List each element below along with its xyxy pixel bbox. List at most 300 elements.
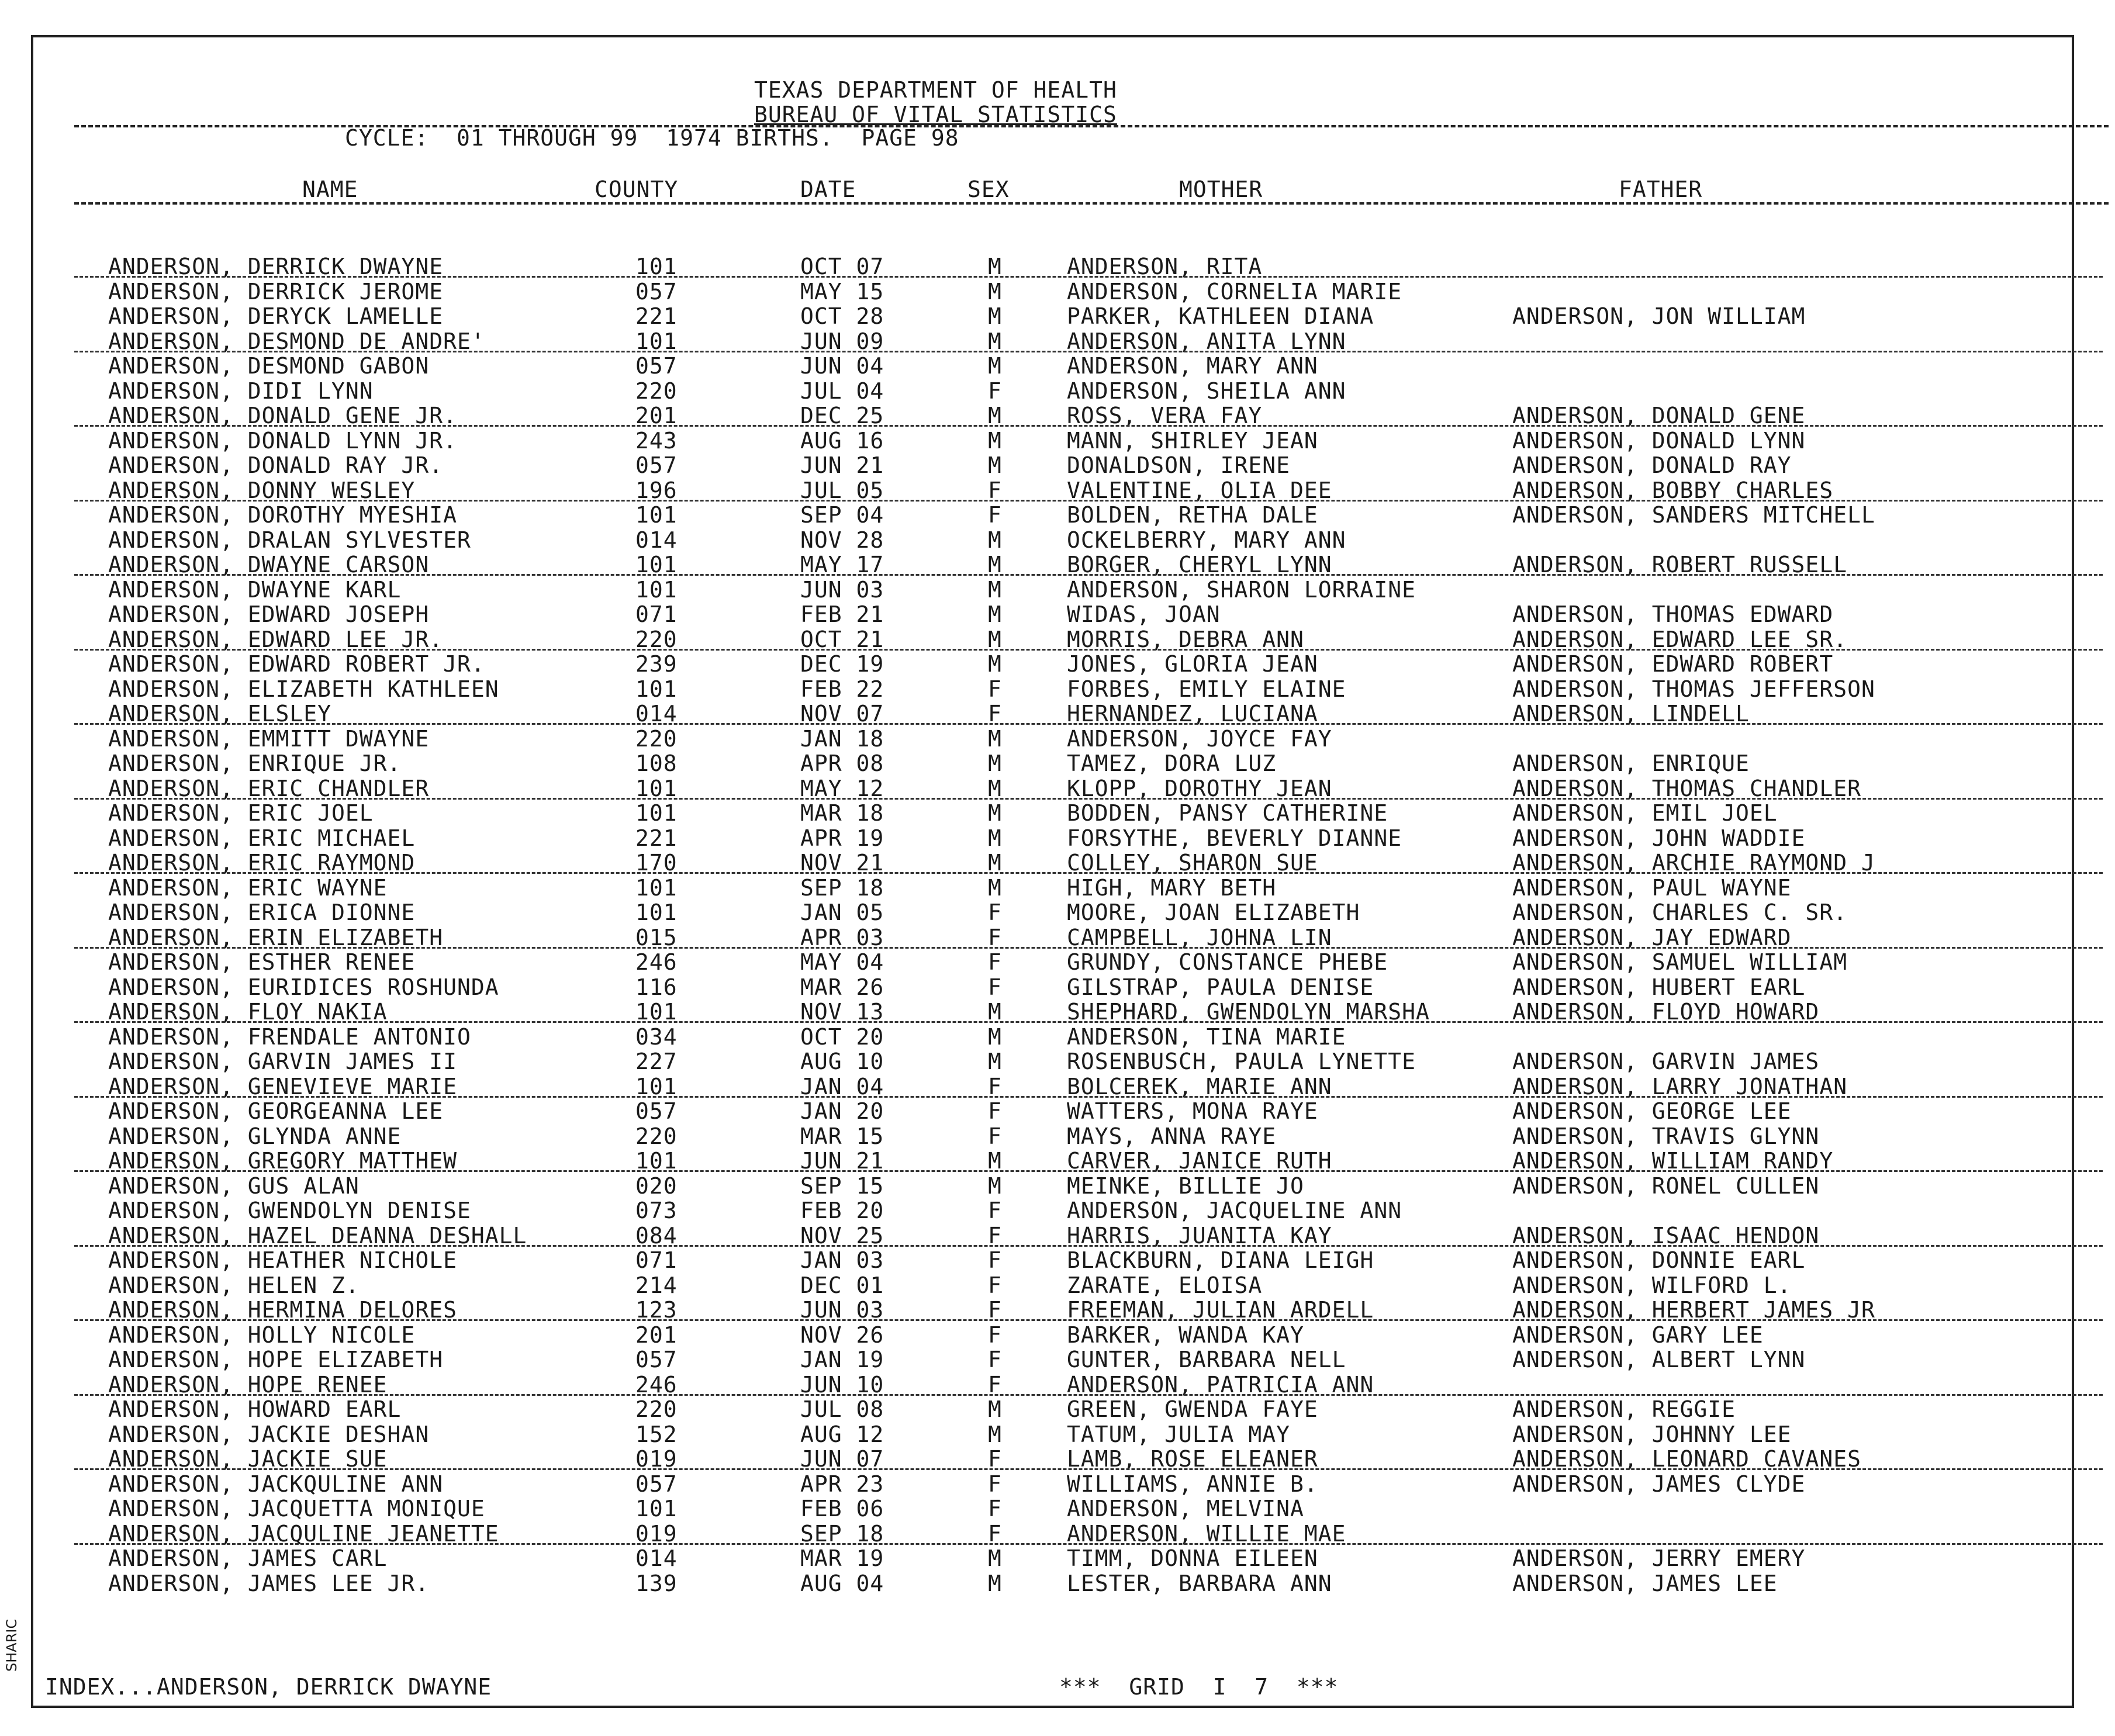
cell-date: JUL 04 bbox=[800, 378, 884, 404]
cell-father: ANDERSON, HUBERT EARL bbox=[1512, 974, 1806, 1000]
cell-sex: M bbox=[988, 1049, 1002, 1074]
cell-mother: ROSS, VERA FAY bbox=[1067, 403, 1263, 428]
cell-name: ANDERSON, EMMITT DWAYNE bbox=[108, 725, 430, 752]
cell-name: ANDERSON, GARVIN JAMES II bbox=[108, 1049, 457, 1074]
cell-date: JUN 04 bbox=[800, 353, 884, 379]
table-row bbox=[33, 1322, 2076, 1347]
cell-mother: ANDERSON, RITA bbox=[1067, 254, 1263, 279]
cell-county: 214 bbox=[635, 1272, 678, 1298]
cell-mother: ANDERSON, TINA MARIE bbox=[1067, 1023, 1346, 1050]
cell-father: ANDERSON, THOMAS JEFFERSON bbox=[1512, 676, 1875, 702]
cell-county: 116 bbox=[635, 974, 678, 1000]
table-row bbox=[33, 527, 2076, 552]
table-row bbox=[33, 552, 2076, 577]
cell-date: SEP 18 bbox=[800, 874, 884, 901]
cell-sex: F bbox=[988, 1446, 1002, 1472]
table-row bbox=[33, 1471, 2076, 1496]
table-row bbox=[33, 378, 2076, 403]
cell-mother: COLLEY, SHARON SUE bbox=[1067, 850, 1318, 876]
cell-name: ANDERSON, ERIC WAYNE bbox=[108, 874, 388, 901]
cell-county: 020 bbox=[635, 1173, 678, 1199]
cell-sex: M bbox=[988, 353, 1002, 379]
cell-sex: M bbox=[988, 527, 1002, 553]
row-separator bbox=[74, 1245, 2103, 1247]
cell-county: 057 bbox=[635, 1471, 678, 1497]
row-separator bbox=[74, 1394, 2103, 1396]
cell-name: ANDERSON, DWAYNE KARL bbox=[108, 576, 402, 603]
cell-county: 101 bbox=[635, 999, 678, 1025]
row-separator bbox=[74, 425, 2103, 427]
cell-county: 101 bbox=[635, 328, 678, 354]
cell-sex: M bbox=[988, 1545, 1002, 1571]
cell-father: ANDERSON, FLOYD HOWARD bbox=[1512, 999, 1820, 1025]
cell-mother: BARKER, WANDA KAY bbox=[1067, 1322, 1304, 1348]
cell-father: ANDERSON, DONALD GENE bbox=[1512, 403, 1806, 428]
cell-sex: F bbox=[988, 1073, 1002, 1099]
cell-name: ANDERSON, FLOY NAKIA bbox=[108, 999, 388, 1025]
cell-father: ANDERSON, EMIL JOEL bbox=[1512, 800, 1778, 826]
table-row bbox=[33, 577, 2076, 602]
cell-county: 019 bbox=[635, 1520, 678, 1547]
cell-name: ANDERSON, JACKIE SUE bbox=[108, 1446, 388, 1472]
cell-county: 101 bbox=[635, 900, 678, 925]
cell-date: MAR 19 bbox=[800, 1545, 884, 1571]
cell-date: MAY 17 bbox=[800, 552, 884, 577]
cell-mother: GUNTER, BARBARA NELL bbox=[1067, 1347, 1346, 1372]
table-row bbox=[33, 1496, 2076, 1521]
cell-sex: F bbox=[988, 1520, 1002, 1547]
cell-sex: F bbox=[988, 676, 1002, 702]
cell-mother: ANDERSON, JOYCE FAY bbox=[1067, 725, 1332, 752]
table-row bbox=[33, 1422, 2076, 1447]
table-row bbox=[33, 726, 2076, 751]
cell-mother: ANDERSON, ANITA LYNN bbox=[1067, 328, 1346, 354]
cell-date: OCT 20 bbox=[800, 1023, 884, 1050]
table-row bbox=[33, 1098, 2076, 1123]
cell-mother: ANDERSON, MARY ANN bbox=[1067, 353, 1318, 379]
cell-father: ANDERSON, TRAVIS GLYNN bbox=[1512, 1123, 1820, 1149]
cell-county: 101 bbox=[635, 1496, 678, 1521]
cell-mother: ANDERSON, JACQUELINE ANN bbox=[1067, 1198, 1402, 1223]
cell-sex: M bbox=[988, 601, 1002, 627]
cell-date: APR 08 bbox=[800, 751, 884, 776]
cell-county: 101 bbox=[635, 552, 678, 577]
cell-mother: ANDERSON, SHARON LORRAINE bbox=[1067, 576, 1416, 603]
cell-date: SEP 18 bbox=[800, 1520, 884, 1547]
cell-county: 101 bbox=[635, 775, 678, 801]
cell-county: 101 bbox=[635, 1148, 678, 1174]
cell-date: DEC 01 bbox=[800, 1272, 884, 1298]
cell-sex: M bbox=[988, 1148, 1002, 1174]
cell-sex: M bbox=[988, 1421, 1002, 1447]
cell-date: JUN 03 bbox=[800, 576, 884, 603]
row-separator bbox=[74, 574, 2103, 576]
cell-father: ANDERSON, WILLIAM RANDY bbox=[1512, 1148, 1834, 1174]
side-label: SHARIC bbox=[4, 1619, 20, 1672]
cell-date: SEP 15 bbox=[800, 1173, 884, 1199]
cell-sex: M bbox=[988, 874, 1002, 901]
cell-name: ANDERSON, ELIZABETH KATHLEEN bbox=[108, 676, 499, 702]
cell-county: 108 bbox=[635, 751, 678, 776]
cell-county: 057 bbox=[635, 452, 678, 478]
cell-sex: M bbox=[988, 626, 1002, 652]
cell-father: ANDERSON, JAMES CLYDE bbox=[1512, 1471, 1806, 1497]
cell-county: 073 bbox=[635, 1198, 678, 1223]
cell-father: ANDERSON, REGGIE bbox=[1512, 1396, 1736, 1422]
cell-date: JUN 09 bbox=[800, 328, 884, 354]
cell-mother: MEINKE, BILLIE JO bbox=[1067, 1173, 1304, 1199]
cell-date: AUG 10 bbox=[800, 1049, 884, 1074]
cell-sex: M bbox=[988, 1570, 1002, 1596]
cell-date: JUN 03 bbox=[800, 1297, 884, 1323]
table-row bbox=[33, 1347, 2076, 1372]
cell-father: ANDERSON, GEORGE LEE bbox=[1512, 1098, 1792, 1124]
table-row bbox=[33, 502, 2076, 527]
cell-mother: PARKER, KATHLEEN DIANA bbox=[1067, 303, 1374, 329]
cell-mother: CAMPBELL, JOHNA LIN bbox=[1067, 924, 1332, 950]
cell-mother: HARRIS, JUANITA KAY bbox=[1067, 1222, 1332, 1249]
cell-sex: M bbox=[988, 999, 1002, 1025]
table-row bbox=[33, 254, 2076, 279]
cell-sex: F bbox=[988, 1098, 1002, 1124]
cell-county: 243 bbox=[635, 427, 678, 454]
table-row bbox=[33, 850, 2076, 875]
cycle-line: CYCLE: 01 THROUGH 99 1974 BIRTHS. PAGE 98 bbox=[345, 125, 959, 151]
cell-county: 057 bbox=[635, 1098, 678, 1124]
table-row bbox=[33, 1223, 2076, 1248]
cell-name: ANDERSON, EURIDICES ROSHUNDA bbox=[108, 974, 499, 1000]
cell-father: ANDERSON, RONEL CULLEN bbox=[1512, 1173, 1820, 1199]
table-row bbox=[33, 279, 2076, 304]
cell-county: 101 bbox=[635, 254, 678, 279]
cell-date: AUG 04 bbox=[800, 1570, 884, 1596]
cell-mother: GILSTRAP, PAULA DENISE bbox=[1067, 974, 1374, 1000]
cell-mother: BLACKBURN, DIANA LEIGH bbox=[1067, 1247, 1374, 1273]
cell-sex: M bbox=[988, 1173, 1002, 1199]
cell-date: DEC 25 bbox=[800, 403, 884, 428]
cell-name: ANDERSON, GREGORY MATTHEW bbox=[108, 1148, 457, 1174]
row-separator bbox=[74, 872, 2103, 874]
cell-father: ANDERSON, JAMES LEE bbox=[1512, 1570, 1778, 1596]
table-row bbox=[33, 1521, 2076, 1546]
cell-sex: F bbox=[988, 1222, 1002, 1249]
cell-county: 220 bbox=[635, 1123, 678, 1149]
cell-county: 101 bbox=[635, 874, 678, 901]
cell-date: FEB 06 bbox=[800, 1496, 884, 1521]
cell-sex: M bbox=[988, 1396, 1002, 1422]
cell-mother: JONES, GLORIA JEAN bbox=[1067, 651, 1318, 677]
cell-mother: WIDAS, JOAN bbox=[1067, 601, 1221, 627]
footer-index: INDEX...ANDERSON, DERRICK DWAYNE bbox=[45, 1674, 492, 1700]
cell-county: 170 bbox=[635, 850, 678, 876]
cell-date: JUL 05 bbox=[800, 477, 884, 503]
cell-father: ANDERSON, SAMUEL WILLIAM bbox=[1512, 949, 1848, 975]
cell-sex: M bbox=[988, 751, 1002, 776]
cell-name: ANDERSON, HOWARD EARL bbox=[108, 1396, 402, 1422]
cell-father: ANDERSON, LEONARD CAVANES bbox=[1512, 1446, 1861, 1472]
table-row bbox=[33, 999, 2076, 1024]
cell-date: JUN 21 bbox=[800, 1148, 884, 1174]
table-row bbox=[33, 949, 2076, 974]
agency-title: TEXAS DEPARTMENT OF HEALTH bbox=[754, 77, 1117, 103]
cell-mother: WILLIAMS, ANNIE B. bbox=[1067, 1471, 1318, 1497]
table-row bbox=[33, 478, 2076, 503]
cell-date: APR 23 bbox=[800, 1471, 884, 1497]
cell-sex: F bbox=[988, 477, 1002, 503]
cell-name: ANDERSON, ERIC CHANDLER bbox=[108, 775, 430, 801]
cell-date: DEC 19 bbox=[800, 651, 884, 677]
cell-father: ANDERSON, DONNIE EARL bbox=[1512, 1247, 1806, 1273]
cell-mother: LAMB, ROSE ELEANER bbox=[1067, 1446, 1318, 1472]
cell-mother: MANN, SHIRLEY JEAN bbox=[1067, 427, 1318, 454]
cell-date: JUN 21 bbox=[800, 452, 884, 478]
table-row bbox=[33, 1074, 2076, 1099]
row-separator bbox=[74, 723, 2103, 725]
cell-mother: DONALDSON, IRENE bbox=[1067, 452, 1291, 478]
cell-mother: OCKELBERRY, MARY ANN bbox=[1067, 527, 1346, 553]
cell-name: ANDERSON, JACKIE DESHAN bbox=[108, 1421, 430, 1447]
cell-sex: F bbox=[988, 1322, 1002, 1348]
cell-sex: F bbox=[988, 1123, 1002, 1149]
cell-county: 101 bbox=[635, 1073, 678, 1099]
table-row bbox=[33, 1396, 2076, 1422]
cell-sex: F bbox=[988, 1297, 1002, 1323]
cell-father: ANDERSON, JOHN WADDIE bbox=[1512, 825, 1806, 851]
cell-county: 015 bbox=[635, 924, 678, 950]
cell-sex: F bbox=[988, 701, 1002, 727]
cell-name: ANDERSON, GUS ALAN bbox=[108, 1173, 360, 1199]
cell-mother: ANDERSON, MELVINA bbox=[1067, 1496, 1304, 1521]
cell-father: ANDERSON, EDWARD ROBERT bbox=[1512, 651, 1834, 677]
cell-sex: M bbox=[988, 576, 1002, 603]
cell-county: 014 bbox=[635, 1545, 678, 1571]
cell-name: ANDERSON, JAMES CARL bbox=[108, 1545, 388, 1571]
cell-mother: GREEN, GWENDA FAYE bbox=[1067, 1396, 1318, 1422]
cell-date: OCT 21 bbox=[800, 626, 884, 652]
cell-mother: FORBES, EMILY ELAINE bbox=[1067, 676, 1346, 702]
table-row bbox=[33, 1272, 2076, 1298]
cell-name: ANDERSON, EDWARD LEE JR. bbox=[108, 626, 444, 652]
table-row bbox=[33, 1049, 2076, 1074]
cell-sex: M bbox=[988, 254, 1002, 279]
cell-father: ANDERSON, GARY LEE bbox=[1512, 1322, 1764, 1348]
cell-name: ANDERSON, HOLLY NICOLE bbox=[108, 1322, 416, 1348]
cell-county: 220 bbox=[635, 725, 678, 752]
cell-county: 084 bbox=[635, 1222, 678, 1249]
cell-name: ANDERSON, DONALD LYNN JR. bbox=[108, 427, 457, 454]
cell-name: ANDERSON, JACKQULINE ANN bbox=[108, 1471, 444, 1497]
cell-date: FEB 20 bbox=[800, 1198, 884, 1223]
cell-mother: BOLDEN, RETHA DALE bbox=[1067, 502, 1318, 528]
cell-father: ANDERSON, PAUL WAYNE bbox=[1512, 874, 1792, 901]
cell-father: ANDERSON, JERRY EMERY bbox=[1512, 1545, 1806, 1571]
cell-county: 101 bbox=[635, 800, 678, 826]
cell-name: ANDERSON, ERIN ELIZABETH bbox=[108, 924, 444, 950]
table-row bbox=[33, 428, 2076, 453]
row-separator bbox=[74, 1096, 2103, 1098]
cell-name: ANDERSON, ELSLEY bbox=[108, 701, 332, 727]
cell-county: 239 bbox=[635, 651, 678, 677]
cell-sex: F bbox=[988, 1347, 1002, 1372]
cell-sex: F bbox=[988, 1272, 1002, 1298]
cell-county: 123 bbox=[635, 1297, 678, 1323]
cell-name: ANDERSON, DERYCK LAMELLE bbox=[108, 303, 444, 329]
cell-name: ANDERSON, GWENDOLYN DENISE bbox=[108, 1198, 471, 1223]
cell-name: ANDERSON, DONALD GENE JR. bbox=[108, 403, 457, 428]
cell-date: JAN 05 bbox=[800, 900, 884, 925]
cell-sex: M bbox=[988, 850, 1002, 876]
cell-father: ANDERSON, CHARLES C. SR. bbox=[1512, 900, 1848, 925]
cell-date: AUG 16 bbox=[800, 427, 884, 454]
cell-county: 201 bbox=[635, 1322, 678, 1348]
column-header-name: NAME bbox=[302, 177, 358, 202]
cell-sex: M bbox=[988, 825, 1002, 851]
cell-name: ANDERSON, DERRICK DWAYNE bbox=[108, 254, 444, 279]
cell-mother: FREEMAN, JULIAN ARDELL bbox=[1067, 1297, 1374, 1323]
cell-sex: M bbox=[988, 1023, 1002, 1050]
cell-date: JAN 18 bbox=[800, 725, 884, 752]
table-row bbox=[33, 925, 2076, 950]
column-header-sex: SEX bbox=[967, 177, 1010, 202]
cell-county: 071 bbox=[635, 1247, 678, 1273]
cell-county: 227 bbox=[635, 1049, 678, 1074]
cell-mother: VALENTINE, OLIA DEE bbox=[1067, 477, 1332, 503]
cell-mother: FORSYTHE, BEVERLY DIANNE bbox=[1067, 825, 1402, 851]
cell-date: JUN 07 bbox=[800, 1446, 884, 1472]
row-separator bbox=[74, 1543, 2103, 1545]
cell-date: JUL 08 bbox=[800, 1396, 884, 1422]
cell-mother: LESTER, BARBARA ANN bbox=[1067, 1570, 1332, 1596]
cell-sex: F bbox=[988, 900, 1002, 925]
table-row bbox=[33, 1247, 2076, 1272]
table-row bbox=[33, 353, 2076, 378]
table-row bbox=[33, 651, 2076, 676]
cell-date: MAR 26 bbox=[800, 974, 884, 1000]
cell-name: ANDERSON, ERICA DIONNE bbox=[108, 900, 416, 925]
cell-date: MAR 15 bbox=[800, 1123, 884, 1149]
table-row bbox=[33, 900, 2076, 925]
cell-mother: MAYS, ANNA RAYE bbox=[1067, 1123, 1277, 1149]
cell-date: AUG 12 bbox=[800, 1421, 884, 1447]
cell-date: NOV 28 bbox=[800, 527, 884, 553]
row-separator bbox=[74, 500, 2103, 502]
cell-date: NOV 07 bbox=[800, 701, 884, 727]
cell-father: ANDERSON, GARVIN JAMES bbox=[1512, 1049, 1820, 1074]
cell-father: ANDERSON, ISAAC HENDON bbox=[1512, 1222, 1820, 1249]
cell-sex: F bbox=[988, 1496, 1002, 1521]
cell-father: ANDERSON, ALBERT LYNN bbox=[1512, 1347, 1806, 1372]
table-row bbox=[33, 1372, 2076, 1397]
table-row bbox=[33, 1148, 2076, 1173]
cell-father: ANDERSON, BOBBY CHARLES bbox=[1512, 477, 1834, 503]
cell-name: ANDERSON, GLYNDA ANNE bbox=[108, 1123, 402, 1149]
cell-sex: M bbox=[988, 651, 1002, 677]
cell-date: APR 03 bbox=[800, 924, 884, 950]
cell-name: ANDERSON, DERRICK JEROME bbox=[108, 278, 444, 305]
cell-sex: M bbox=[988, 552, 1002, 577]
cell-sex: M bbox=[988, 725, 1002, 752]
cell-date: JAN 03 bbox=[800, 1247, 884, 1273]
cell-mother: TATUM, JULIA MAY bbox=[1067, 1421, 1291, 1447]
cell-name: ANDERSON, DONALD RAY JR. bbox=[108, 452, 444, 478]
table-row bbox=[33, 701, 2076, 726]
cell-father: ANDERSON, LARRY JONATHAN bbox=[1512, 1073, 1848, 1099]
cell-date: SEP 04 bbox=[800, 502, 884, 528]
cell-father: ANDERSON, JON WILLIAM bbox=[1512, 303, 1806, 329]
cell-county: 019 bbox=[635, 1446, 678, 1472]
report-frame bbox=[31, 35, 2074, 1708]
cell-county: 057 bbox=[635, 1347, 678, 1372]
cell-mother: ROSENBUSCH, PAULA LYNETTE bbox=[1067, 1049, 1416, 1074]
table-row bbox=[33, 328, 2076, 354]
table-row bbox=[33, 303, 2076, 328]
table-row bbox=[33, 1571, 2076, 1596]
cell-name: ANDERSON, DESMOND DE ANDRE' bbox=[108, 328, 485, 354]
row-separator bbox=[74, 1468, 2103, 1470]
cell-name: ANDERSON, GENEVIEVE MARIE bbox=[108, 1073, 457, 1099]
cell-father: ANDERSON, EDWARD LEE SR. bbox=[1512, 626, 1848, 652]
cell-name: ANDERSON, JACQUETTA MONIQUE bbox=[108, 1496, 485, 1521]
cell-county: 221 bbox=[635, 303, 678, 329]
cell-sex: F bbox=[988, 378, 1002, 404]
cell-county: 246 bbox=[635, 949, 678, 975]
cell-county: 014 bbox=[635, 701, 678, 727]
cell-county: 101 bbox=[635, 676, 678, 702]
cell-father: ANDERSON, ENRIQUE bbox=[1512, 751, 1750, 776]
column-header-county: COUNTY bbox=[595, 177, 679, 202]
cell-mother: ANDERSON, SHEILA ANN bbox=[1067, 378, 1346, 404]
cell-date: JAN 19 bbox=[800, 1347, 884, 1372]
cell-father: ANDERSON, WILFORD L. bbox=[1512, 1272, 1792, 1298]
cell-sex: M bbox=[988, 403, 1002, 428]
cell-name: ANDERSON, JAMES LEE JR. bbox=[108, 1570, 430, 1596]
column-header-mother: MOTHER bbox=[1179, 177, 1263, 202]
cell-name: ANDERSON, DWAYNE CARSON bbox=[108, 552, 430, 577]
cell-name: ANDERSON, FRENDALE ANTONIO bbox=[108, 1023, 471, 1050]
cell-county: 139 bbox=[635, 1570, 678, 1596]
cell-county: 246 bbox=[635, 1371, 678, 1398]
cell-name: ANDERSON, HAZEL DEANNA DESHALL bbox=[108, 1222, 527, 1249]
cell-date: JAN 04 bbox=[800, 1073, 884, 1099]
cell-county: 220 bbox=[635, 1396, 678, 1422]
cell-father: ANDERSON, DONALD LYNN bbox=[1512, 427, 1806, 454]
cell-sex: F bbox=[988, 1198, 1002, 1223]
cell-date: NOV 13 bbox=[800, 999, 884, 1025]
table-row bbox=[33, 1198, 2076, 1223]
cell-date: MAY 04 bbox=[800, 949, 884, 975]
cell-mother: HERNANDEZ, LUCIANA bbox=[1067, 701, 1318, 727]
table-row bbox=[33, 800, 2076, 825]
cell-name: ANDERSON, DRALAN SYLVESTER bbox=[108, 527, 471, 553]
table-row bbox=[33, 403, 2076, 428]
cell-father: ANDERSON, HERBERT JAMES JR bbox=[1512, 1297, 1875, 1323]
table-row bbox=[33, 1545, 2076, 1571]
cell-name: ANDERSON, DIDI LYNN bbox=[108, 378, 374, 404]
cell-sex: F bbox=[988, 1471, 1002, 1497]
cell-name: ANDERSON, HOPE RENEE bbox=[108, 1371, 388, 1398]
cell-mother: WATTERS, MONA RAYE bbox=[1067, 1098, 1318, 1124]
cell-county: 220 bbox=[635, 626, 678, 652]
cell-date: OCT 28 bbox=[800, 303, 884, 329]
table-row bbox=[33, 875, 2076, 900]
cell-father: ANDERSON, JOHNNY LEE bbox=[1512, 1421, 1792, 1447]
cell-mother: CARVER, JANICE RUTH bbox=[1067, 1148, 1332, 1174]
cell-county: 152 bbox=[635, 1421, 678, 1447]
cell-date: MAR 18 bbox=[800, 800, 884, 826]
table-row bbox=[33, 751, 2076, 776]
cell-father: ANDERSON, JAY EDWARD bbox=[1512, 924, 1792, 950]
cell-name: ANDERSON, ESTHER RENEE bbox=[108, 949, 416, 975]
